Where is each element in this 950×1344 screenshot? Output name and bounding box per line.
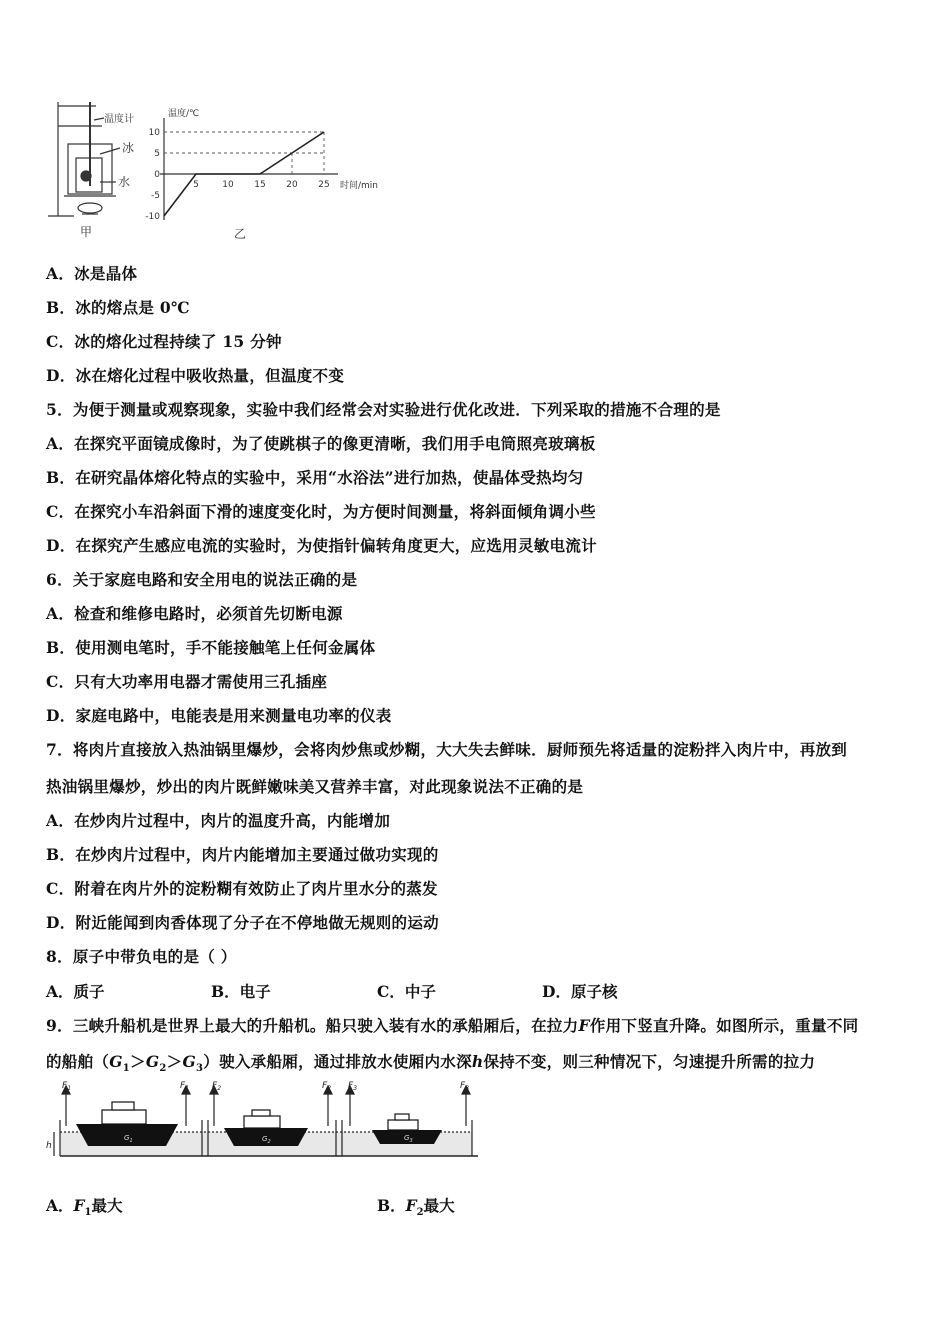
fig-sub-f1b: 1 [185, 1085, 190, 1092]
q8-option-c: C．中子 [377, 982, 436, 1001]
x-tick-label: 10 [222, 180, 234, 190]
q9-option-a-text: 最大 [91, 1196, 123, 1215]
fig-label-f1b: F [180, 1081, 186, 1091]
fig-sub-f3: 3 [353, 1085, 358, 1092]
q9-symbol-h: h [471, 1052, 484, 1071]
q9-sub-1: 1 [122, 1063, 131, 1075]
ship2-weight-sub: 2 [267, 1139, 271, 1145]
y-tick-label: -5 [151, 191, 160, 201]
q9-option-a-f: F [73, 1196, 85, 1215]
fig-sub-f3b: 3 [465, 1085, 470, 1092]
ice-melting-figure-svg [44, 96, 379, 244]
x-tick-label: 5 [193, 180, 199, 190]
fig-label-f2b: F [322, 1081, 328, 1091]
q9-option-b-f: F [405, 1196, 417, 1215]
q8-option-b: B．电子 [211, 982, 271, 1001]
svg-text:F1 [180, 1081, 189, 1092]
q5-option-a: A．在探究平面镜成像时，为了使跳棋子的像更清晰，我们用手电筒照亮玻璃板 [46, 434, 596, 453]
y-axis-label: 温度/℃ [168, 109, 200, 119]
q9-stem-part2: 作用下竖直升降。如图所示，重量不同 [589, 1016, 859, 1035]
fig-label-f3b: F [460, 1081, 466, 1091]
ship1-weight: G [124, 1134, 130, 1142]
svg-text:F2 [322, 1081, 331, 1092]
q8-option-a: A．质子 [46, 982, 105, 1001]
q9-stem-part1: 9．三峡升船机是世界上最大的升船机。船只驶入装有水的承船厢后，在拉力 [46, 1016, 579, 1035]
ship2-weight: G [262, 1135, 268, 1143]
q7-option-d: D．附近能闻到肉香体现了分子在不停地做无规则的运动 [46, 913, 439, 932]
label-thermometer: 温度计 [104, 114, 134, 125]
q9-symbol-f: F [578, 1016, 590, 1035]
ship3-weight: G [404, 1134, 410, 1142]
q9-option-b-text: 最大 [423, 1196, 455, 1215]
fig-sub-f1: 1 [67, 1085, 72, 1092]
q5-stem: 5．为便于测量或观察现象，实验中我们经常会对实验进行优化改进．下列采取的措施不合理的是 [46, 400, 721, 419]
q9-option-a [46, 1194, 123, 1218]
q4-option-d: D．冰在熔化过程中吸收热量，但温度不变 [46, 366, 345, 385]
label-jia: 甲 [80, 225, 93, 239]
q5-option-d: D．在探究产生感应电流的实验时，为使指针偏转角度更大，应选用灵敏电流计 [46, 536, 597, 555]
x-tick-label: 15 [254, 180, 266, 190]
svg-text:F2 [212, 1081, 221, 1092]
q7-option-a: A．在炒肉片过程中，肉片的温度升高，内能增加 [46, 811, 391, 830]
label-water: 水 [118, 175, 131, 189]
fig-label-h: h [46, 1141, 52, 1151]
label-ice: 冰 [122, 141, 135, 155]
q7-stem-line1: 7．将肉片直接放入热油锅里爆炒，会将肉炒焦或炒糊，大大失去鲜味．厨师预先将适量的淀粉拌入肉片中，再放到 [46, 740, 848, 759]
q5-option-b: B．在研究晶体熔化特点的实验中，采用“水浴法”进行加热，使晶体受热均匀 [46, 468, 584, 487]
svg-text:F3 [348, 1081, 357, 1092]
q9-sub-3: 3 [196, 1063, 204, 1075]
q5-option-c: C．在探究小车沿斜面下滑的速度变化时，为方便时间测量，将斜面倾角调小些 [46, 502, 596, 521]
ship-lift-figure-svg [46, 1080, 482, 1160]
y-tick-label: 5 [154, 149, 160, 159]
q6-option-d: D．家庭电路中，电能表是用来测量电功率的仪表 [46, 706, 392, 725]
q8-stem: 8．原子中带负电的是（ ） [46, 947, 237, 966]
q9-option-a-sub: 1 [84, 1207, 92, 1219]
q9-stem-line1 [46, 1014, 858, 1036]
q4-option-c: C．冰的熔化过程持续了 15 分钟 [46, 332, 282, 351]
q9-gt-2: ＞ [166, 1052, 183, 1071]
svg-text:F3 [460, 1081, 469, 1092]
q7-stem-line2: 热油锅里爆炒，炒出的肉片既鲜嫩味美又营养丰富，对此现象说法不正确的是 [46, 777, 584, 796]
q9-stem-part4: ）驶入承船厢，通过排放水使厢内水深 [203, 1052, 472, 1071]
q6-stem: 6．关于家庭电路和安全用电的说法正确的是 [46, 570, 358, 589]
fig-label-f1: F [62, 1081, 68, 1091]
ice-melting-figure [44, 96, 379, 244]
y-tick-label: 0 [154, 170, 160, 180]
q8-option-d: D．原子核 [542, 982, 618, 1001]
q9-symbol-g2: G [145, 1052, 160, 1071]
q9-option-a-prefix: A． [46, 1196, 74, 1215]
q4-option-b: B．冰的熔点是 0℃ [46, 298, 190, 317]
q7-option-c: C．附着在肉片外的淀粉糊有效防止了肉片里水分的蒸发 [46, 879, 438, 898]
q9-sub-2: 2 [159, 1063, 167, 1075]
x-axis-label: 时间/min [340, 181, 379, 191]
y-tick-label: -10 [145, 212, 160, 222]
q7-option-b: B．在炒肉片过程中，肉片内能增加主要通过做功实现的 [46, 845, 439, 864]
x-tick-label: 20 [286, 180, 298, 190]
q9-stem-part5: 保持不变，则三种情况下，匀速提升所需的拉力 [483, 1052, 816, 1071]
q9-option-b [377, 1194, 455, 1218]
q9-option-b-sub: 2 [416, 1207, 424, 1219]
ship1-weight-sub: 1 [129, 1138, 133, 1144]
q9-gt-1: ＞ [130, 1052, 146, 1071]
label-yi: 乙 [234, 227, 247, 241]
q6-option-b: B．使用测电笔时，手不能接触笔上任何金属体 [46, 638, 376, 657]
q9-symbol-g1: G [109, 1052, 123, 1071]
q9-symbol-g3: G [182, 1052, 196, 1071]
q4-option-a: A．冰是晶体 [46, 264, 138, 283]
y-tick-label: 10 [148, 128, 160, 138]
x-tick-label: 25 [318, 180, 330, 190]
q6-option-a: A．检查和维修电路时，必须首先切断电源 [46, 604, 343, 623]
fig-sub-f2: 2 [217, 1085, 222, 1092]
q9-stem-line2 [46, 1050, 815, 1074]
fig-label-f2: F [212, 1081, 218, 1091]
q9-option-b-prefix: B． [377, 1196, 406, 1215]
temperature-chart [145, 107, 378, 222]
ship-lift-figure [46, 1080, 482, 1160]
q9-stem-part3: 的船舶（ [46, 1052, 110, 1071]
ship3-weight-sub: 3 [409, 1138, 413, 1144]
q6-option-c: C．只有大功率用电器才需使用三孔插座 [46, 672, 328, 691]
fig-label-f3: F [348, 1081, 354, 1091]
fig-sub-f2b: 2 [327, 1085, 332, 1092]
svg-text:F1 [62, 1081, 71, 1092]
